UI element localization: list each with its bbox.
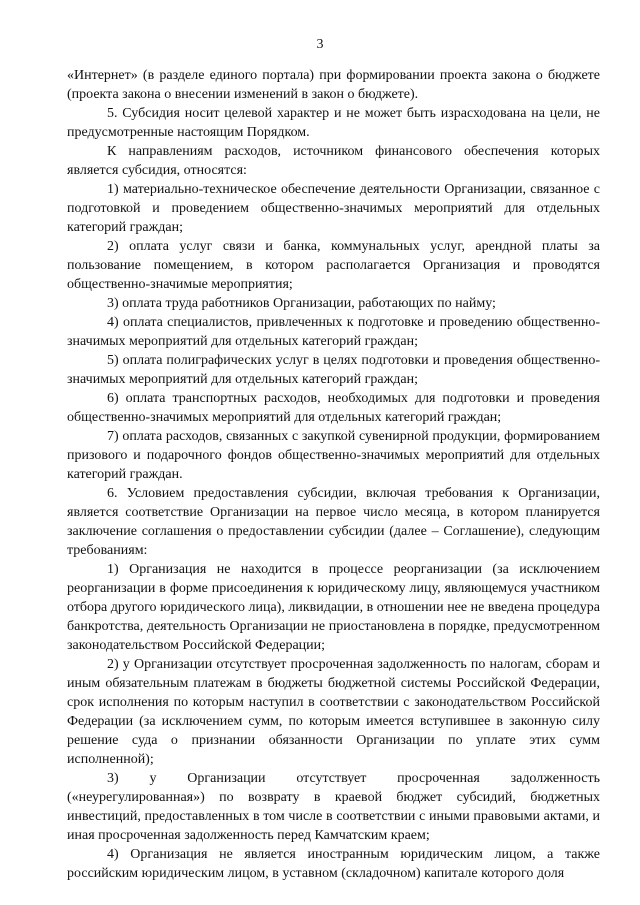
paragraph: 3) у Организации отсутствует просроченная задолженность («неурегулированная») по возврату в краевой бюджет субсидий, бюджетных инвестиций, предоставленных в том числе в соответствии с иными правовыми актами, и иная просроченная задолженность перед Камчатским краем; [67, 771, 600, 843]
paragraph: 4) Организация не является иностранным юридическим лицом, а также российским юридическим лицом, в уставном (складочном) капитале которого доля [67, 847, 600, 881]
paragraph: К направлениям расходов, источником финансового обеспечения которых является субсидия, относятся: [67, 144, 600, 178]
paragraph: 2) у Организации отсутствует просроченная задолженность по налогам, сборам и иным обязательным платежам в бюджеты бюджетной системы Российской Федерации, срок исполнения по которым наступил в соответствии с законодательством Российской Федерации (за исключением сумм, по которым имеется вступившее в законную силу решение суда о признании обязанности Организации по уплате этих сумм исполненной); [67, 657, 600, 767]
page-number: 3 [316, 37, 324, 52]
paragraph: 5. Субсидия носит целевой характер и не может быть израсходована на цели, не предусмотренные настоящим Порядком. [67, 106, 600, 140]
paragraph: 1) материально-техническое обеспечение деятельности Организации, связанное с подготовкой и проведением общественно-значимых мероприятий для отдельных категорий граждан; [67, 182, 600, 235]
paragraph: 6) оплата транспортных расходов, необходимых для подготовки и проведения общественно-значимых мероприятий для отдельных категорий граждан; [67, 391, 600, 425]
paragraph: 7) оплата расходов, связанных с закупкой сувенирной продукции, формированием призового и подарочного фондов общественно-значимых мероприятий для отдельных категорий граждан. [67, 429, 600, 482]
paragraph: 1) Организация не находится в процессе реорганизации (за исключением реорганизации в форме присоединения к юридическому лицу, являющемуся участником отбора другого юридического лица), ликвидации, в отношении нее не введена процедура банкротства, деятельность Организации не приостановлена в порядке, предусмотренном законодательством Российской Федерации; [67, 562, 600, 653]
paragraph: 6. Условием предоставления субсидии, включая требования к Организации, является соответствие Организации на первое число месяца, в котором планируется заключение соглашения о предоставлении субсидии (далее – Соглашение), следующим требованиям: [67, 486, 600, 558]
paragraph: 5) оплата полиграфических услуг в целях подготовки и проведения общественно-значимых мероприятий для отдельных категорий граждан; [67, 353, 600, 387]
document-body [67, 66, 600, 883]
paragraph: «Интернет» (в разделе единого портала) при формировании проекта закона о бюджете (проекта закона о внесении изменений в закон о бюджете). [67, 68, 600, 102]
paragraph: 3) оплата труда работников Организации, работающих по найму; [107, 296, 496, 311]
paragraph: 2) оплата услуг связи и банка, коммунальных услуг, арендной платы за пользование помещением, в котором располагается Организация и проводятся общественно-значимые мероприятия; [67, 239, 600, 292]
paragraph: 4) оплата специалистов, привлеченных к подготовке и проведению общественно-значимых мероприятий для отдельных категорий граждан; [67, 315, 600, 349]
